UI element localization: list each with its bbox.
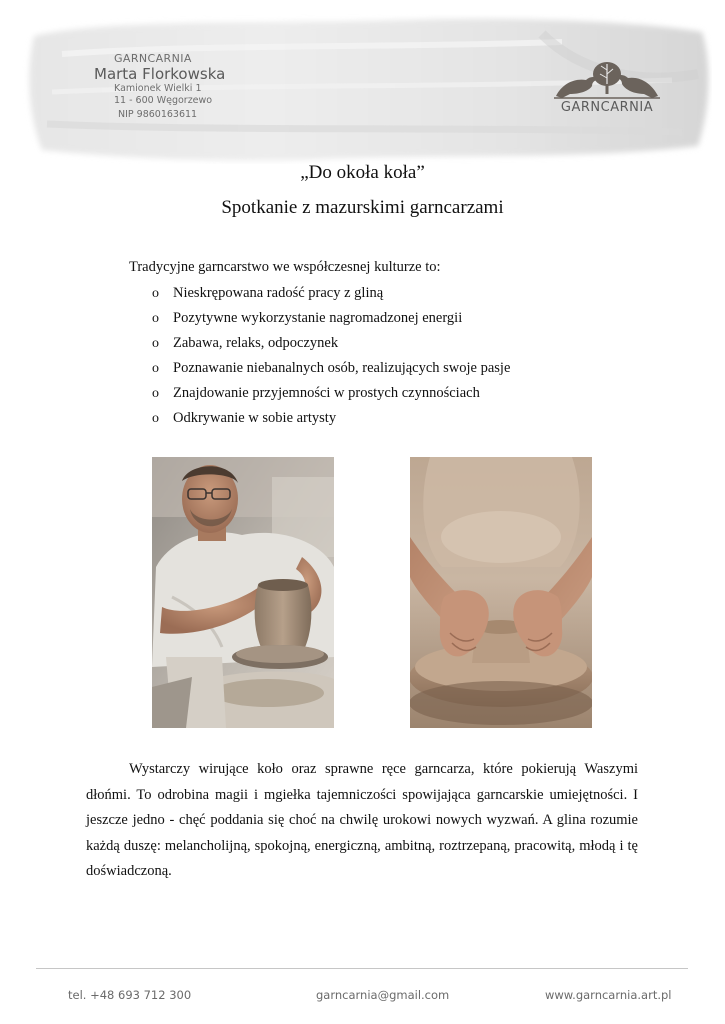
list-item-text: Odkrywanie w sobie artysty: [173, 410, 337, 426]
company-details: [94, 52, 225, 120]
potter-at-wheel-photo: [152, 457, 334, 728]
footer-phone: tel. +48 693 712 300: [68, 988, 192, 1002]
hands-shaping-clay-photo: [410, 457, 592, 728]
bullet-marker: o: [152, 361, 159, 376]
list-item: [152, 408, 510, 433]
footer-email[interactable]: garncarnia@gmail.com: [316, 988, 450, 1002]
footer-website[interactable]: www.garncarnia.art.pl: [545, 988, 672, 1002]
address-line-1: Kamionek Wielki 1: [114, 83, 202, 95]
list-item: [152, 358, 510, 383]
list-item: [152, 383, 510, 408]
intro-text: Tradycyjne garncarstwo we współczesnej kulturze to:: [129, 259, 441, 275]
list-item-text: Znajdowanie przyjemności w prostych czynnościach: [173, 385, 480, 401]
letterhead-banner: [22, 14, 712, 164]
list-item-text: Zabawa, relaks, odpoczynek: [173, 335, 339, 351]
bullet-marker: o: [152, 336, 159, 351]
bullet-marker: o: [152, 311, 159, 326]
logo-wordmark: GARNCARNIA: [560, 100, 654, 115]
list-item: [152, 333, 510, 358]
bullet-marker: o: [152, 286, 159, 301]
list-item-text: Poznawanie niebanalnych osób, realizujących swoje pasje: [173, 360, 511, 376]
bullet-marker: o: [152, 386, 159, 401]
document-subtitle: Spotkanie z mazurskimi garncarzami: [221, 197, 504, 218]
document-title: „Do okoła koła”: [300, 162, 425, 183]
description-paragraph: Wystarczy wirujące koło oraz sprawne ręce garncarza, które pokierują Waszymi dłońmi. To odrobina magii i mgiełka tajemniczości spowijająca garncarskie umiejętności. I jeszcze jedno - chęć poddania się choć na chwilę urokowi nowych wyzwań. A glina rozumie każdą duszę: melancholijną, spokojną, energiczną, ambitną, roztrzepaną, pracowitą, młodą i tę doświadczoną.: [86, 761, 638, 880]
address-line-2: 11 - 600 Węgorzewo: [114, 94, 213, 106]
garncarnia-logo: [552, 56, 662, 126]
list-item: [152, 308, 510, 333]
list-item-text: Pozytywne wykorzystanie nagromadzonej energii: [173, 310, 463, 326]
company-kicker: GARNCARNIA: [114, 52, 192, 65]
benefits-list: [152, 283, 510, 433]
tax-id: NIP 9860163611: [118, 108, 198, 120]
list-item-text: Nieskrępowana radość pracy z gliną: [173, 285, 384, 301]
company-owner: Marta Florkowska: [94, 65, 226, 84]
footer-divider: [36, 968, 688, 969]
bullet-marker: o: [152, 411, 159, 426]
list-item: [152, 283, 510, 308]
tree-with-two-birds-icon: [552, 56, 662, 100]
